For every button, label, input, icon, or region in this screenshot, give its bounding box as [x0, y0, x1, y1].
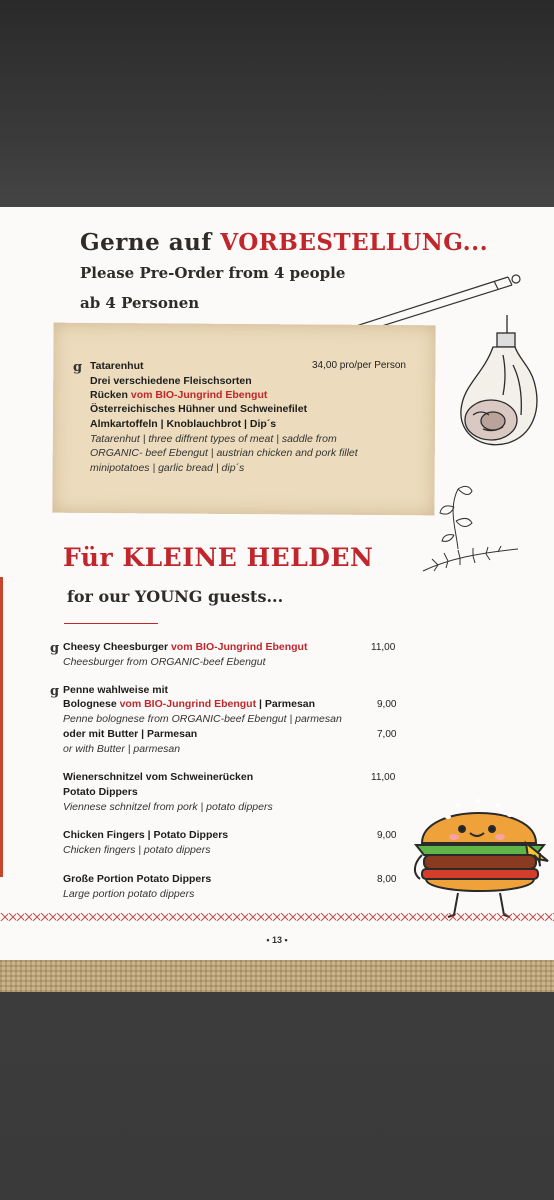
preorder-item-line3: Österreichisches Hühner und Schweinefilet [90, 403, 308, 415]
preorder-item-price: 34,00 pro/per Person [312, 360, 406, 371]
kids-item-penne-en: Penne bolognese from ORGANIC-beef Ebengut | parmesan [63, 713, 342, 725]
burlap-border [0, 960, 554, 992]
preorder-title-prefix: Gerne auf [80, 229, 221, 256]
preorder-title [80, 229, 488, 256]
kids-item-cheeseburger-name [63, 641, 307, 653]
preorder-item-line2 [90, 389, 267, 401]
page-number: • 13 • [266, 935, 288, 945]
kids-item-cheeseburger-en: Cheesburger from ORGANIC-beef Ebengut [63, 656, 266, 668]
preorder-subtitle-de: ab 4 Personen [80, 294, 200, 312]
preorder-item-en1: Tatarenhut | three diffrent types of meat | saddle from [90, 433, 337, 445]
kids-title-prefix: Für [63, 543, 123, 572]
kids-item-dippers-en: Large portion potato dippers [63, 888, 195, 900]
kids-subtitle-prefix: for our [67, 587, 135, 606]
preorder-item-en3: minipotatoes | garlic bread | dip´s [90, 462, 245, 474]
kids-item-name: Cheesy Cheesburger [63, 641, 171, 653]
preorder-subtitle-en: Please Pre-Order from 4 people [80, 264, 346, 282]
kids-item-schnitzel-name: Wienerschnitzel vom Schweinerücken [63, 771, 254, 783]
kids-item-schnitzel-line2: Potato Dippers [63, 786, 138, 798]
menu-page [0, 207, 554, 992]
kids-item-chicken-en: Chicken fingers | potato dippers [63, 844, 211, 856]
kids-item-schnitzel-price: 11,00 [371, 772, 396, 783]
zigzag-divider [0, 913, 554, 921]
gourmet-mark: g [73, 360, 83, 375]
kids-subtitle-highlight: YOUNG [134, 587, 203, 606]
kids-item-dippers-name: Große Portion Potato Dippers [63, 873, 212, 885]
kids-item-penne-alt-en: or with Butter | parmesan [63, 743, 181, 755]
kids-title-highlight: KLEINE HELDEN [122, 543, 374, 572]
burger-mascot-icon [408, 783, 552, 923]
kids-subtitle-suffix: guests... [202, 587, 284, 606]
kids-penne-highlight: vom BIO-Jungrind Ebengut [119, 698, 257, 710]
kids-item-chicken-price: 9,00 [377, 830, 397, 841]
herb-sprig-icon [418, 479, 528, 579]
left-edge-strip [0, 577, 3, 877]
preorder-title-highlight: VORBESTELLUNG... [220, 229, 489, 256]
kids-item-penne-price: 9,00 [377, 699, 397, 710]
kids-item-cheeseburger-price: 11,00 [371, 642, 396, 653]
kids-item-penne-alt-price: 7,00 [377, 729, 397, 740]
gourmet-mark: g [50, 641, 60, 656]
kids-penne-prefix: Bolognese [63, 698, 120, 710]
preorder-item-name: Tatarenhut [90, 360, 144, 372]
kids-item-penne-name: Penne wahlweise mit [63, 684, 169, 696]
kids-item-penne-alt: oder mit Butter | Parmesan [63, 728, 198, 740]
preorder-item-line1: Drei verschiedene Fleischsorten [90, 375, 252, 387]
preorder-line2-highlight: vom BIO-Jungrind Ebengut [130, 389, 268, 401]
kids-item-dippers-price: 8,00 [377, 874, 397, 885]
kids-item-schnitzel-en: Viennese schnitzel from pork | potato dippers [63, 801, 273, 813]
kids-item-penne-line2 [63, 698, 315, 710]
gourmet-mark: g [50, 684, 60, 699]
preorder-item-en2: ORGANIC- beef Ebengut | austrian chicken and pork fillet [90, 447, 358, 459]
ham-leg-icon [453, 315, 545, 455]
kids-item-highlight: vom BIO-Jungrind Ebengut [170, 641, 308, 653]
preorder-item-line4: Almkartoffeln | Knoblauchbrot | Dip´s [90, 418, 277, 430]
kids-divider [64, 623, 158, 624]
kids-penne-suffix: | Parmesan [256, 698, 316, 710]
kids-item-chicken-name: Chicken Fingers | Potato Dippers [63, 829, 229, 841]
preorder-line2-prefix: Rücken [90, 389, 131, 401]
kids-title [63, 543, 373, 572]
kids-subtitle [67, 587, 283, 606]
